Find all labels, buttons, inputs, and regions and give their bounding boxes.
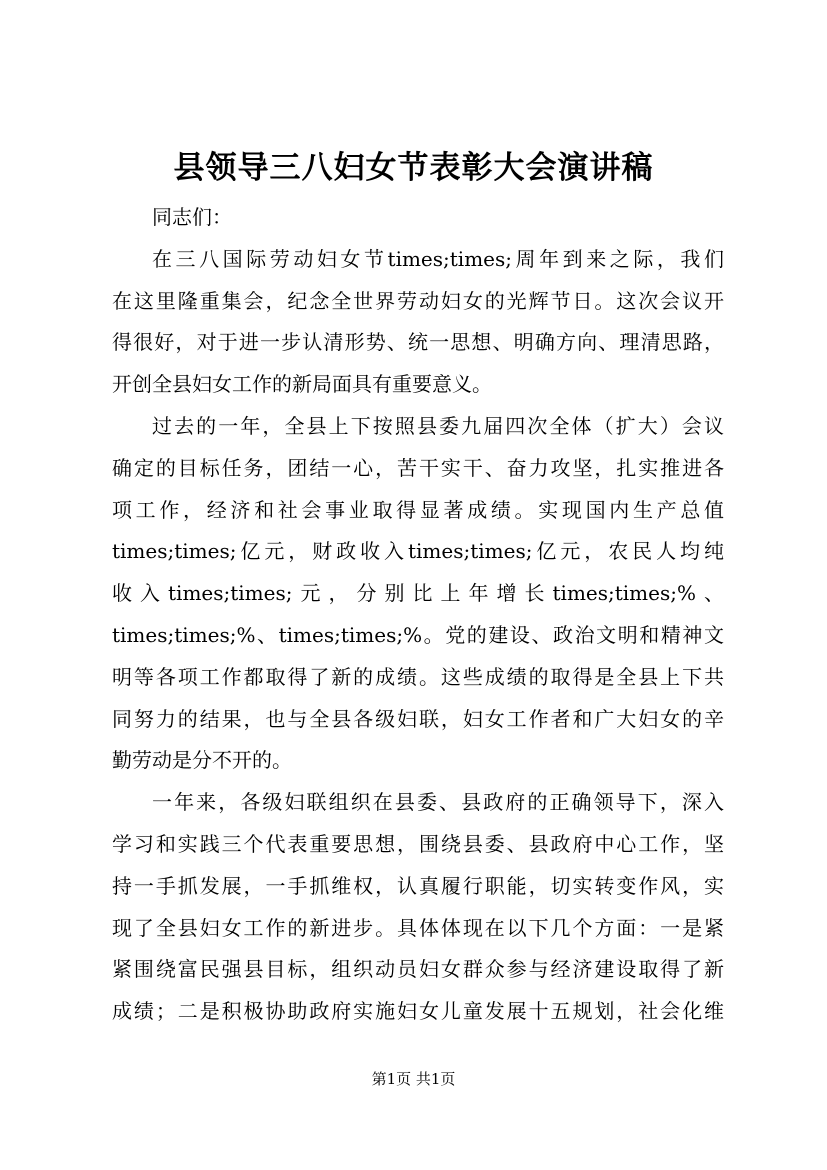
paragraph-1-line-1: 在三八国际劳动妇女节times;times;周年到来之际，我们 [152, 246, 724, 271]
paragraph-3-line-5: 紧围绕富民强县目标，组织动员妇女群众参与经济建设取得了新 [112, 957, 724, 982]
paragraph-2-line-8: 同努力的结果，也与全县各级妇联，妇女工作者和广大妇女的辛 [112, 706, 724, 731]
page-footer: 第1页 共1页 [371, 1070, 456, 1088]
paragraph-3-line-6: 成绩；二是积极协助政府实施妇女儿童发展十五规划，社会化维 [112, 999, 724, 1024]
paragraph-3-line-2: 学习和实践三个代表重要思想，围绕县委、县政府中心工作，坚 [112, 831, 724, 856]
paragraph-2-line-5: 收入times;times;元，分别比上年增长times;times;%、 [112, 581, 724, 606]
paragraph-2-line-1: 过去的一年，全县上下按照县委九届四次全体（扩大）会议 [152, 413, 724, 438]
paragraph-1-line-2: 在这里隆重集会，纪念全世界劳动妇女的光辉节日。这次会议开 [112, 288, 724, 313]
paragraph-2-line-7: 明等各项工作都取得了新的成绩。这些成绩的取得是全县上下共 [112, 664, 724, 689]
salutation-line: 同志们： [152, 205, 232, 229]
paragraph-1-line-3: 得很好，对于进一步认清形势、统一思想、明确方向、理清思路， [112, 330, 724, 355]
document-title: 县领导三八妇女节表彰大会演讲稿 [173, 150, 654, 186]
paragraph-2-line-3: 项工作，经济和社会事业取得显著成绩。实现国内生产总值 [112, 497, 724, 522]
paragraph-2-line-6: times;times;%、times;times;%。党的建设、政治文明和精神文 [112, 622, 724, 647]
paragraph-3-line-3: 持一手抓发展，一手抓维权，认真履行职能，切实转变作风，实 [112, 873, 724, 898]
paragraph-1-line-4: 开创全县妇女工作的新局面具有重要意义。 [112, 372, 492, 397]
paragraph-3-line-4: 现了全县妇女工作的新进步。具体体现在以下几个方面：一是紧 [112, 915, 724, 940]
paragraph-3-line-1: 一年来，各级妇联组织在县委、县政府的正确领导下，深入 [152, 790, 724, 815]
document-body [112, 197, 724, 1033]
paragraph-2-line-2: 确定的目标任务，团结一心，苦干实干、奋力攻坚，扎实推进各 [112, 455, 724, 480]
paragraph-2-line-4: times;times;亿元，财政收入times;times;亿元，农民人均纯 [112, 539, 724, 564]
paragraph-2-line-9: 勤劳动是分不开的。 [112, 748, 292, 773]
